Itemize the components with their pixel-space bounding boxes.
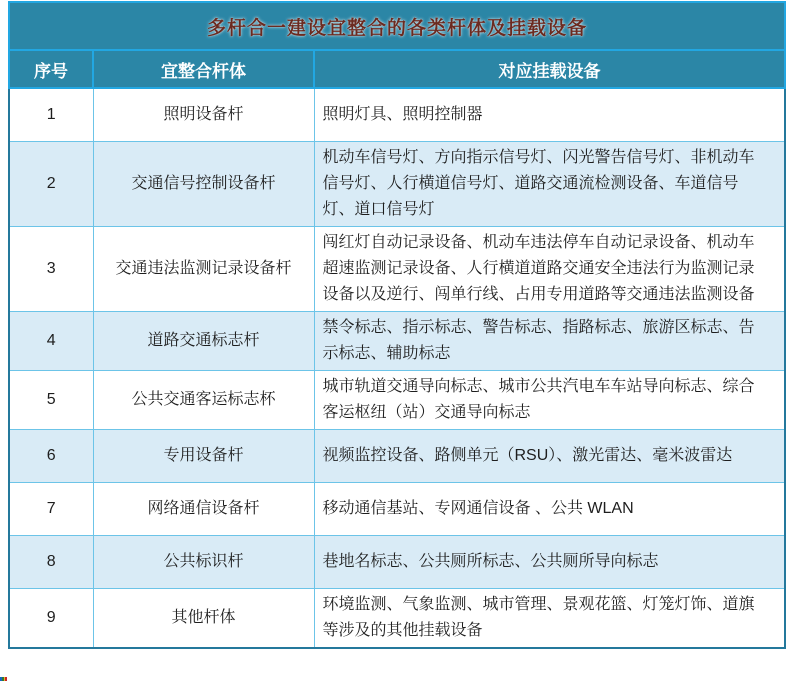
table-row [9, 483, 785, 536]
row-index: 3 [9, 227, 93, 312]
row-index: 1 [9, 88, 93, 142]
row-index: 6 [9, 430, 93, 483]
table-row [9, 142, 785, 227]
pole-name: 其他杆体 [93, 589, 314, 649]
table-row [9, 227, 785, 312]
table-header-row [9, 50, 785, 88]
pole-name: 公共交通客运标志杯 [93, 371, 314, 430]
mounted-devices: 机动车信号灯、方向指示信号灯、闪光警告信号灯、非机动车信号灯、人行横道信号灯、道路交通流检测设备、车道信号灯、道口信号灯 [314, 142, 785, 227]
pole-name: 网络通信设备杆 [93, 483, 314, 536]
mounted-devices: 环境监测、气象监测、城市管理、景观花篮、灯笼灯饰、道旗等涉及的其他挂载设备 [314, 589, 785, 649]
pole-name: 交通违法监测记录设备杆 [93, 227, 314, 312]
table-title: 多杆合一建设宜整合的各类杆体及挂载设备 [9, 2, 785, 50]
mounted-devices: 闯红灯自动记录设备、机动车违法停车自动记录设备、机动车超速监测记录设备、人行横道道路交通安全违法行为监测记录设备以及逆行、闯单行线、占用专用道路等交通违法监测设备 [314, 227, 785, 312]
table-title-row [9, 2, 785, 50]
row-index: 8 [9, 536, 93, 589]
row-index: 7 [9, 483, 93, 536]
table-row [9, 589, 785, 649]
pole-name: 公共标识杆 [93, 536, 314, 589]
table-row [9, 536, 785, 589]
mounted-devices: 巷地名标志、公共厕所标志、公共厕所导向标志 [314, 536, 785, 589]
mounted-devices: 城市轨道交通导向标志、城市公共汽电车车站导向标志、综合客运枢纽（站）交通导向标志 [314, 371, 785, 430]
row-index: 9 [9, 589, 93, 649]
column-header-pole-type: 宜整合杆体 [93, 50, 314, 88]
table-row [9, 312, 785, 371]
pole-name: 道路交通标志杆 [93, 312, 314, 371]
column-header-index: 序号 [9, 50, 93, 88]
row-index: 5 [9, 371, 93, 430]
mounted-devices: 禁令标志、指示标志、警告标志、指路标志、旅游区标志、告示标志、辅助标志 [314, 312, 785, 371]
mounted-devices: 移动通信基站、专网通信设备 、公共 WLAN [314, 483, 785, 536]
table-row [9, 88, 785, 142]
screen-edge-artifact [0, 677, 7, 681]
mounted-devices: 照明灯具、照明控制器 [314, 88, 785, 142]
table-row [9, 430, 785, 483]
pole-name: 交通信号控制设备杆 [93, 142, 314, 227]
row-index: 4 [9, 312, 93, 371]
column-header-mounted-devices: 对应挂载设备 [314, 50, 785, 88]
pole-name: 专用设备杆 [93, 430, 314, 483]
row-index: 2 [9, 142, 93, 227]
table-row [9, 371, 785, 430]
integration-table [8, 1, 786, 649]
pole-name: 照明设备杆 [93, 88, 314, 142]
mounted-devices: 视频监控设备、路侧单元（RSU）、激光雷达、毫米波雷达 [314, 430, 785, 483]
